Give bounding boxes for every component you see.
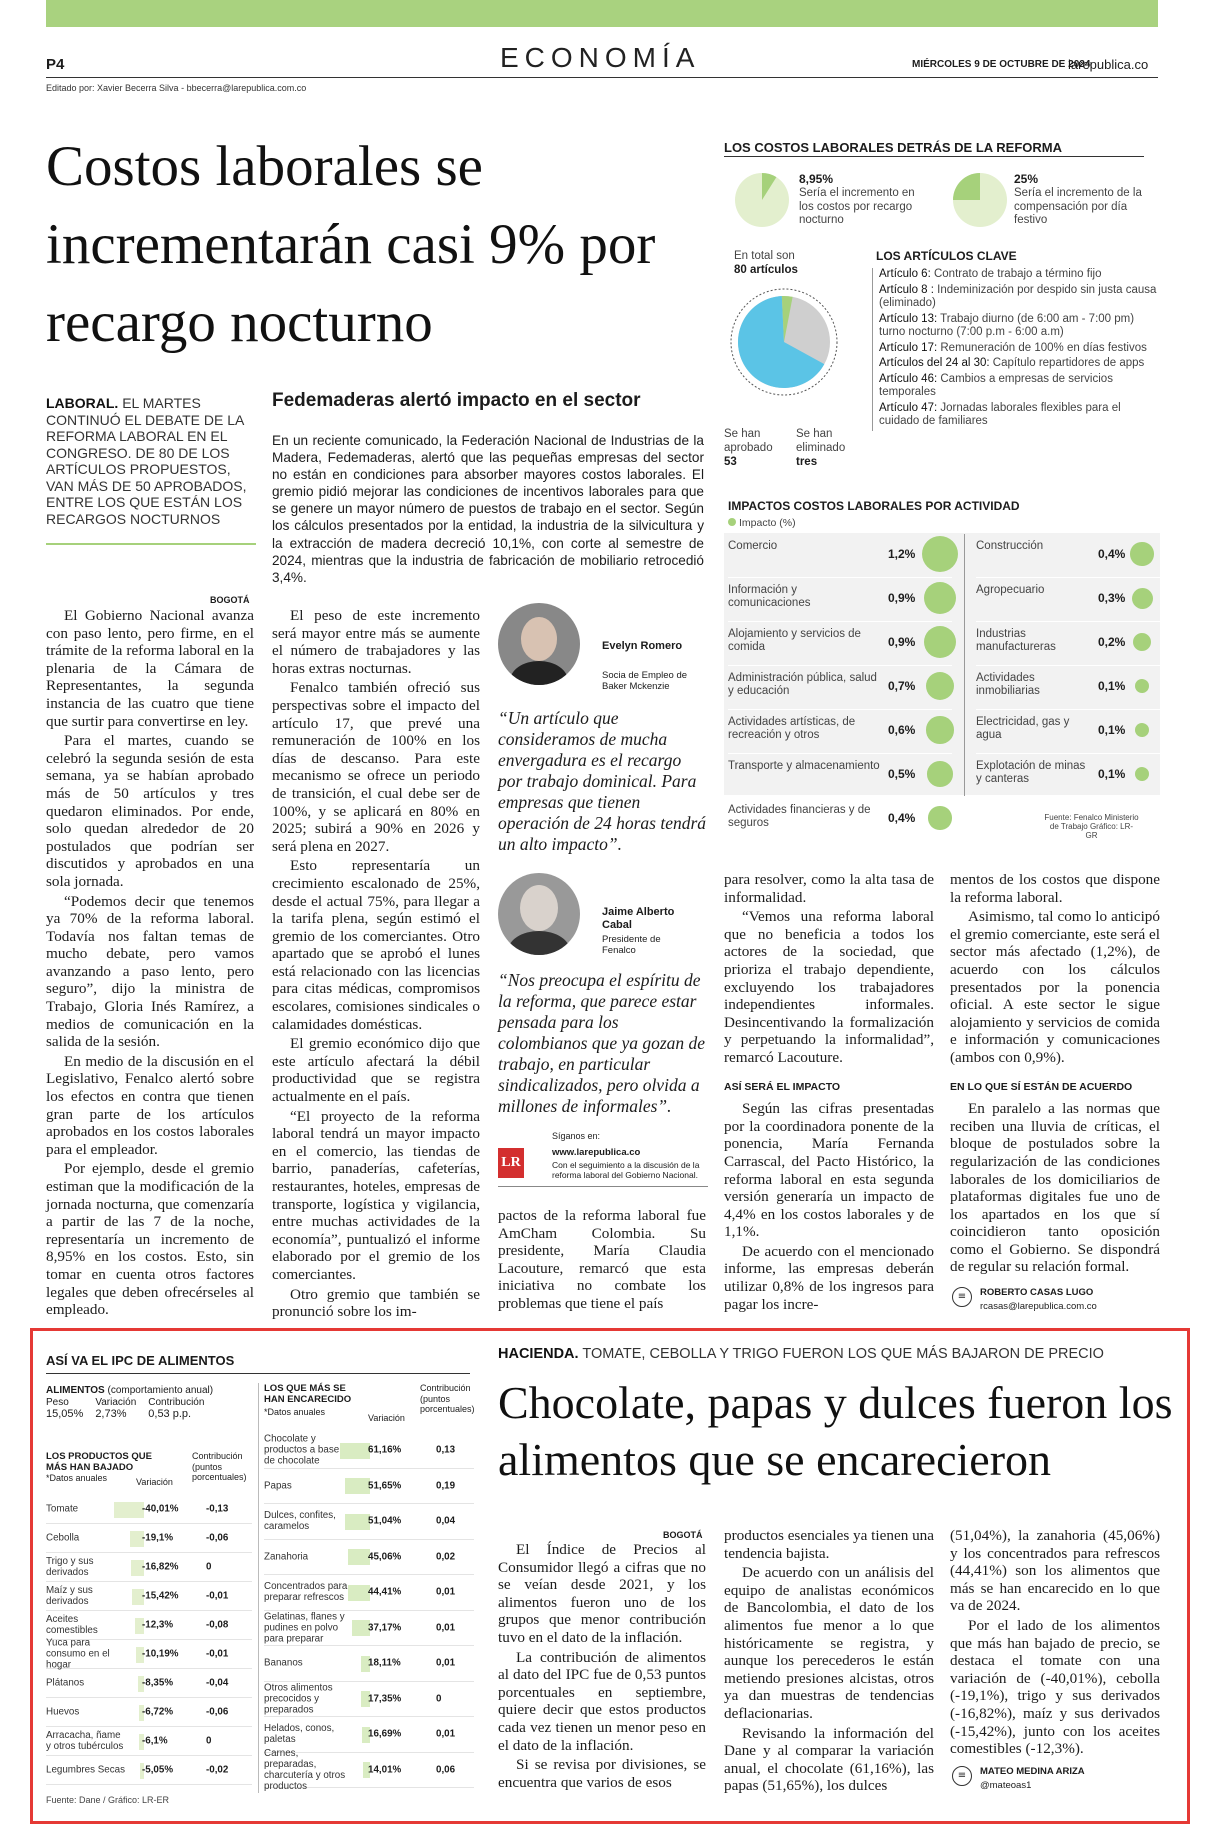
impact-dot (924, 626, 956, 658)
body-column-1 (46, 607, 254, 1321)
paragraph: En medio de la discusión en el Legislativo, Fenalco alertó sobre los efectos en contra que tienen gran parte de los artículos aprobados en los costos laborales para el empleador. (46, 1052, 254, 1158)
impact-row (728, 710, 952, 754)
contribution-value: 0 (206, 1561, 212, 1573)
contribution-value: -0,08 (206, 1619, 229, 1631)
infographic-impactos (724, 496, 1160, 846)
impact-dot (1135, 767, 1150, 782)
table-row (264, 1504, 474, 1540)
table-row (46, 1669, 252, 1698)
down-title: LOS PRODUCTOS QUE MÁS HAN BAJADO (46, 1451, 152, 1473)
email-icon: ≡ (952, 1287, 972, 1307)
product-name: Legumbres Secas (46, 1764, 125, 1776)
article-key: Artículo 6: (879, 268, 931, 280)
contribution-value: 0,01 (436, 1622, 456, 1634)
product-name: Arracacha, ñame y otros tubérculos (46, 1730, 124, 1752)
paragraph: pactos de la reforma laboral fue AmCham Colombia. Su presidente, María Claudia Lacouture, remarcó que esta iniciativa no combate los problemas que tiene el país (498, 1207, 706, 1312)
impact-label: Administración pública, salud y educación (728, 672, 877, 697)
lead-underline (46, 543, 256, 545)
variation-value: -19,1% (142, 1532, 174, 1544)
variation-value: 18,11% (368, 1657, 401, 1669)
impact-row (976, 710, 1160, 754)
variation-bar (348, 1549, 370, 1565)
peso-label: Peso (46, 1397, 69, 1408)
variation-value: 17,35% (368, 1693, 402, 1705)
paragraph: Para el martes, cuando se celebró la segunda sesión de esta semana, ya se habían aprobado más de 50 artículos y tres quedaron eliminados. Por ende, solo quedan alrededor de 20 postulados que podrían ser discutidos y aprobados en una sola jornada. (46, 732, 254, 890)
paragraph: Por ejemplo, desde el gremio estiman que la modificación de la jornada nocturna, que comenzaría a partir de las 7 de la noche, representaría un incremento de 8,95% en los costos. Esto, sin tomar en cuenta otros factores legales que deben ofrecérseles al empleado. (46, 1160, 254, 1319)
section-title: ECONOMÍA (500, 42, 701, 73)
impact-row (976, 578, 1160, 622)
header-rule (46, 77, 1158, 78)
sidebar-title: Fedemaderas alertó impacto en el sector (272, 390, 641, 411)
impact-label: Información y comunicaciones (728, 584, 811, 609)
summary-sub: (comportamiento anual) (107, 1385, 214, 1396)
variation-value: -10,19% (142, 1648, 179, 1660)
follow-text: Con el seguimiento a la discusión de la reforma laboral del Gobierno Nacional. (552, 1160, 700, 1180)
peso-value: 15,05% (46, 1408, 84, 1420)
stat2-label: Sería el incremento de la compensación por día festivo (1014, 187, 1142, 226)
impact-row (728, 666, 952, 710)
story2-column-1 (498, 1541, 706, 1793)
col-contrib: Contribución (puntos porcentuales) (192, 1451, 247, 1482)
lead-text: EL MARTES CONTINUÓ EL DEBATE DE LA REFORMA LABORAL EN EL CONGRESO. DE 80 DE LOS ARTÍCULOS PROPUESTOS, VAN MÁS DE 50 APROBADOS, ENTRE LOS QUE ESTÁN LOS RECARGOS NOCTURNOS (46, 395, 247, 527)
paragraph: El gremio económico dijo que este artículo afectará la débil productividad que se registra actualmente en el país. (272, 1035, 480, 1106)
contribution-value: -0,06 (206, 1706, 229, 1718)
byline-email[interactable]: rcasas@larepublica.com.co (980, 1301, 1097, 1312)
story2-deck-text: TOMATE, CEBOLLA Y TRIGO FUERON LOS QUE MÁS BAJARON DE PRECIO (582, 1346, 1104, 1362)
sidebar-body: En un reciente comunicado, la Federación Nacional de Industrias de la Madera, Fedemaderas, alertó que las pequeñas empresas del sector no están en condiciones para absorber mayores costos laborales. El gremio pidió mejorar las condiciones de incentivos laborales para que se genere un mayor número de puestos de trabajo en el sector. Según los cálculos presentados por la entidad, la industria de la silvicultura y la extracción de madera decreció 10,1%, con corte al semestre de 2024, mientras que la industria de fabricación de mobiliario retrocedió 3,4%. (272, 433, 704, 585)
paragraph: El Índice de Precios al Consumidor llegó a cifras que no se veían desde 2021, y los alimentos fueron uno de los grupos que menor contribución tuvo en el dato de la inflación. (498, 1541, 706, 1646)
total-value: 80 artículos (734, 264, 798, 276)
editor-line: Editado por: Xavier Becerra Silva - bbecerra@larepublica.com.co (46, 83, 307, 93)
impact-dot (926, 716, 953, 743)
impact-label: Transporte y almacenamiento (728, 760, 880, 772)
paragraph: “Podemos decir que tenemos ya 70% de la reforma laboral. Todavía nos faltan temas de mucho debate, pero vamos avanzando a paso lento, pero seguro”, dijo la ministra de Trabajo, Gloria Inés Ramírez, a medios de comunicación en la salida de la sesión. (46, 892, 254, 1051)
contrib-label: Contribución (148, 1397, 205, 1408)
article-desc: Contrato de trabajo a término fijo (933, 268, 1102, 280)
var-value: 2,73% (95, 1408, 127, 1420)
product-name: Aceites comestibles (46, 1614, 98, 1636)
impact-label: Agropecuario (976, 584, 1045, 596)
up-table-header (264, 1383, 475, 1423)
legend-label: Impacto (%) (739, 517, 796, 529)
impact-row (976, 622, 1160, 666)
stat1-value: 8,95% (799, 172, 834, 186)
variation-value: -6,72% (142, 1706, 174, 1718)
follow-url[interactable]: www.larepublica.co (552, 1147, 641, 1158)
impact-dot (1130, 542, 1153, 565)
impact-value: 0,4% (888, 811, 916, 825)
paragraph: para resolver, como la alta tasa de informalidad. (724, 871, 934, 906)
body-column-2 (272, 607, 480, 1323)
ipc-title: ASÍ VA EL IPC DE ALIMENTOS (46, 1353, 235, 1368)
paragraph: Según las cifras presentadas por la coordinadora ponente de la ponencia, María Fernanda Carrascal, del Pacto Histórico, la reforma laboral en esta segunda versión generaría un impacto de 4,4% en los costos laborales y de 1,1%. (724, 1100, 934, 1241)
impact-dot (1135, 679, 1150, 694)
product-name: Otros alimentos precocidos y preparados (264, 1682, 333, 1716)
contribution-value: 0,01 (436, 1586, 456, 1598)
up-col-var: Variación (368, 1413, 405, 1423)
paragraph: productos esenciales ya tienen una tendencia bajista. (724, 1527, 935, 1562)
contribution-value: -0,01 (206, 1590, 229, 1602)
impact-label: Construcción (976, 540, 1044, 552)
article-key: Artículos del 24 al 30: (879, 357, 990, 369)
table-row (46, 1727, 252, 1756)
main-headline: Costos laborales se incrementarán casi 9% por recargo nocturno (46, 135, 656, 354)
variation-value: -6,1% (142, 1735, 168, 1747)
paragraph: Por el lado de los alimentos que más han bajado de precio, se destaca el tomate con una variación de (-40,01%), cebolla (-19,1%), trigo y sus derivados (-16,82%), maíz y sus derivados (-15,42%), junto con los aceites comestibles (-12,3%). (950, 1616, 1160, 1758)
stat1-pie (734, 172, 790, 228)
impact-title: IMPACTOS COSTOS LABORALES POR ACTIVIDAD (728, 499, 1020, 513)
variation-value: 44,41% (368, 1586, 402, 1598)
article-item (879, 268, 1157, 282)
infographic-costos (724, 126, 1160, 496)
product-name: Bananos (264, 1657, 303, 1669)
contribution-value: -0,13 (206, 1503, 229, 1515)
article-key: Artículo 8 : (879, 283, 934, 296)
impact-row (976, 666, 1160, 710)
product-name: Dulces, confites, caramelos (264, 1510, 336, 1533)
story2-column-2 (724, 1527, 934, 1797)
impact-dot (922, 536, 958, 572)
body-column-5 (950, 871, 1160, 1278)
variation-value: 14,01% (368, 1764, 402, 1776)
impact-label: Explotación de minas y canteras (976, 760, 1086, 785)
stat1-label: Sería el incremento en los costos por recargo nocturno (799, 187, 915, 226)
product-name: Concentrados para preparar refrescos (264, 1581, 348, 1604)
table-row (264, 1682, 474, 1718)
subhead: EN LO QUE SÍ ESTÁN DE ACUERDO (950, 1080, 1133, 1093)
article-item (879, 342, 1157, 356)
table-row (264, 1575, 474, 1611)
article-item (879, 373, 1157, 400)
impact-value: 1,2% (888, 547, 916, 561)
table-row (46, 1756, 252, 1785)
paragraph: “El proyecto de la reforma laboral tendrá un mayor impacto en el comercio, las tiendas de barrio, panaderías, cafeterías, restaurantes, hoteles, empresas de transporte, logística y vigilancia, entre muchas actividades de la economía”, puntualizó el informe elaborado por el gremio de los comerciantes. (272, 1107, 480, 1283)
impact-dot (928, 806, 951, 829)
ipc-rule (46, 1373, 470, 1374)
table-divider (258, 1383, 259, 1793)
impact-label: Actividades artísticas, de recreación y otros (728, 716, 856, 741)
impact-row (976, 534, 1160, 578)
product-name: Huevos (46, 1706, 80, 1718)
contribution-value: 0 (206, 1735, 212, 1747)
quote2-name: Jaime Alberto Cabal (602, 906, 675, 931)
product-name: Zanahoria (264, 1551, 309, 1563)
story2-column-3 (950, 1527, 1160, 1760)
down-table-header (46, 1451, 252, 1487)
variation-value: -12,3% (142, 1619, 174, 1631)
article-desc: Jornadas laborales flexibles para el cuidado de familiares (879, 401, 1121, 427)
articles-pie (730, 288, 838, 396)
impact-label: Actividades financieras y de seguros (728, 804, 871, 829)
impact-value: 0,7% (888, 679, 916, 693)
impact-value: 0,5% (888, 767, 916, 781)
impact-row (728, 534, 952, 578)
paragraph: El peso de este incremento será mayor entre más se aumente el número de trabajadores y las horas extras nocturnas. (272, 607, 480, 677)
dateline: BOGOTÁ (210, 595, 250, 605)
down-sub: *Datos anuales (46, 1473, 108, 1483)
impact-value: 0,2% (1098, 635, 1126, 649)
down-table (46, 1495, 252, 1785)
stat2-value: 25% (1014, 172, 1039, 186)
quote2-text: “Nos preocupa el espíritu de la reforma, que parece estar pensada para los colombianos que ya gozan de trabajo, en particular sindicalizados, pero olvida a millones de informales”. (498, 970, 706, 1116)
avatar (498, 873, 580, 955)
product-name: Trigo y sus derivados (46, 1556, 94, 1578)
impact-value: 0,3% (1098, 591, 1126, 605)
table-row (46, 1553, 252, 1582)
quote1-text: “Un artículo que consideramos de mucha envergadura es el recargo por trabajo dominical. Para empresas que tienen operación de 24 horas tendrá un alto impacto”. (498, 708, 707, 854)
variation-value: 51,04% (368, 1515, 402, 1527)
contribution-value: 0 (436, 1693, 442, 1705)
paragraph: (51,04%), la zanahoria (45,06%) y los concentrados para refrescos (44,41%) son los alimentos que más se han encarecido en lo que va de 2024. (950, 1527, 1160, 1615)
contribution-value: -0,06 (206, 1532, 229, 1544)
impact-dot (1133, 633, 1151, 651)
col-var: Variación (136, 1477, 173, 1487)
variation-value: -8,35% (142, 1677, 174, 1689)
story2-kicker: HACIENDA. (498, 1346, 579, 1362)
table-row (46, 1611, 252, 1640)
body-column-4 (724, 871, 934, 1315)
article-key: Artículo 47: (879, 401, 938, 414)
ipc-source: Fuente: Dane / Gráfico: LR-ER (46, 1795, 170, 1805)
contribution-value: 0,01 (436, 1728, 456, 1740)
impact-value: 0,1% (1098, 767, 1126, 781)
impact-source: Fuente: Fenalco Ministerio de Trabajo Gráfico: LR-GR (1044, 813, 1139, 840)
impact-value: 0,4% (1098, 547, 1126, 561)
up-title: LOS QUE MÁS SE HAN ENCARECIDO (264, 1383, 352, 1405)
article-item (879, 284, 1157, 311)
impact-value: 0,6% (888, 723, 916, 737)
paragraph: Fenalco también ofreció sus perspectivas sobre el impacto del artículo 17, que prevé una remuneración de 100% en los días de descanso. Para este mecanismo se ofrece un periodo de transición, el cual debe ser de 100%, y se aplicará en 80% en 2025; subirá a 90% en 2026 y será plena en 2027. (272, 679, 480, 855)
article-item (879, 357, 1157, 371)
story2-deck (498, 1346, 1104, 1362)
impact-value: 0,1% (1098, 679, 1126, 693)
up-table (264, 1433, 474, 1792)
article-desc: Indeminización por despido sin justa causa (eliminado) (879, 283, 1157, 309)
variation-value: -40,01% (142, 1503, 179, 1515)
paragraph: “Vemos una reforma laboral que no beneficia a todos los actores de la sociedad, que prioriza el trabajo dependiente, excluyendo los trabajadores independientes informales. Desincentivando la formalización y perpetuando la informalidad”, remarcó Lacouture. (724, 908, 934, 1066)
lr-logo-icon: LR (498, 1148, 524, 1178)
story2-dateline: BOGOTÁ (663, 1530, 703, 1540)
impact-value: 0,1% (1098, 723, 1126, 737)
table-row (46, 1698, 252, 1727)
page-number: P4 (46, 56, 65, 73)
story2-byline-email[interactable]: @mateoas1 (980, 1780, 1032, 1791)
impact-row (728, 578, 952, 622)
table-row (46, 1495, 252, 1524)
paragraph: De acuerdo con un análisis del equipo de analistas económicos de Bancolombia, el dato de los alimentos fue menor a lo que históricamente se registra, y aunque los perecederos le están metiendo presiones alcistas, otros ya dan muestras de tendencias deflacionarias. (724, 1564, 934, 1722)
paragraph: En paralelo a las normas que reciben una lluvia de críticas, el bloque de postulados sobre la regularización de las condiciones laborales de los domiciliarios de plataformas digitales fue uno de los apartados en los que sí coincidieron tanto oposición como el Gobierno. Se dispondrá de regular su relación formal. (950, 1100, 1160, 1276)
header-date: MIÉRCOLES 9 DE OCTUBRE DE 2024 (912, 59, 1091, 70)
table-row (264, 1540, 474, 1576)
article-desc: Cambios a empresas de servicios temporales (879, 372, 1113, 398)
impact-left (728, 534, 952, 842)
stat2-pie (952, 172, 1008, 228)
articles-list (872, 268, 1157, 431)
variation-value: 16,69% (368, 1728, 402, 1740)
impact-dot (1132, 588, 1153, 609)
follow-label: Síganos en: (552, 1131, 601, 1141)
impact-value: 0,9% (888, 635, 916, 649)
var-label: Variación (95, 1397, 137, 1408)
impact-dot (1135, 723, 1150, 738)
product-name: Maíz y sus derivados (46, 1585, 93, 1607)
subhead: ASÍ SERÁ EL IMPACTO (724, 1080, 841, 1093)
product-name: Helados, conos, paletas (264, 1723, 335, 1746)
articles-title: LOS ARTÍCULOS CLAVE (876, 249, 1017, 263)
impact-label: Actividades inmobiliarias (976, 672, 1040, 697)
ipc-summary (46, 1385, 246, 1420)
article-desc: Remuneración de 100% en días festivos (940, 341, 1147, 354)
impact-label: Electricidad, gas y agua (976, 716, 1070, 741)
body-column-3 (498, 1207, 706, 1315)
impact-label: Industrias manufactureras (976, 628, 1056, 653)
product-name: Plátanos (46, 1677, 85, 1689)
product-name: Carnes, preparadas, charcutería y otros productos (264, 1747, 346, 1792)
article-key: Artículo 17: (879, 341, 938, 354)
paragraph: Asimismo, tal como lo anticipó el gremio comerciante, este será el sector más afectado (1,2%), de acuerdo con los cálculos presentados por la ponencia oficial. A este sector le sigue alojamiento y servicios de comida e información y comunicaciones (ambos con 0,9%). (950, 908, 1160, 1066)
approved-label: Se han aprobado (724, 428, 773, 454)
impact-row (728, 798, 952, 842)
lead-kicker: LABORAL. (46, 395, 119, 411)
contribution-value: -0,04 (206, 1677, 229, 1689)
table-row (264, 1469, 474, 1505)
table-row (46, 1524, 252, 1553)
impact-value: 0,9% (888, 591, 916, 605)
article-item (879, 402, 1157, 429)
article-key: Artículo 46: (879, 372, 938, 385)
quote1-name: Evelyn Romero (602, 640, 683, 652)
up-col-contrib: Contribución (puntos porcentuales) (420, 1383, 475, 1414)
table-row (46, 1637, 252, 1671)
header-site[interactable]: larepublica.co (1068, 57, 1149, 72)
paragraph: Revisando la información del Dane y al comparar la variación anual, el chocolate (61,16%), las papas (51,65%), los dulces (724, 1724, 934, 1795)
paragraph: El Gobierno Nacional avanza con paso lento, pero firme, en el trámite de la reforma laboral en la plenaria de la Cámara de Representantes, la segunda instancia de las cuatro que tiene que surtir para convertirse en ley. (46, 607, 254, 730)
table-row (264, 1747, 474, 1792)
lead-block (46, 395, 256, 527)
quote1-role: Socia de Empleo de Baker Mckenzie (602, 670, 688, 692)
legend-dot (728, 518, 736, 526)
article-key: Artículo 13: (879, 312, 938, 325)
product-name: Gelatinas, flanes y pudines en polvo para preparar (264, 1611, 345, 1645)
email-icon: ≡ (952, 1766, 972, 1786)
contribution-value: -0,02 (206, 1764, 229, 1776)
variation-value: 61,16% (368, 1444, 402, 1456)
eliminated-value: tres (796, 456, 818, 468)
impact-dot (927, 761, 952, 786)
table-row (264, 1611, 474, 1647)
contrib-value: 0,53 p.p. (148, 1408, 192, 1420)
follow-rule (498, 1186, 708, 1187)
product-name: Cebolla (46, 1532, 80, 1544)
contribution-value: 0,06 (436, 1764, 456, 1776)
variation-value: 37,17% (368, 1622, 402, 1634)
contribution-value: 0,19 (436, 1480, 456, 1492)
table-row (46, 1582, 252, 1611)
contribution-value: 0,01 (436, 1657, 456, 1669)
approved-value: 53 (724, 456, 737, 468)
impact-row (976, 754, 1160, 798)
variation-value: -16,82% (142, 1561, 179, 1573)
table-row (264, 1433, 474, 1469)
impact-row (728, 622, 952, 666)
impact-dot (924, 582, 956, 614)
paragraph: mentos de los costos que dispone la reforma laboral. (950, 871, 1160, 906)
top-green-bar (46, 0, 1158, 27)
info-title: LOS COSTOS LABORALES DETRÁS DE LA REFORMA (724, 140, 1063, 155)
impact-label: Comercio (728, 540, 778, 552)
variation-value: 51,65% (368, 1480, 402, 1492)
paragraph: De acuerdo con el mencionado informe, las empresas deberán utilizar 0,8% de los ingresos para pagar los incre- (724, 1242, 934, 1313)
eliminated-label: Se han eliminado (796, 428, 846, 454)
product-name: Chocolate y productos a base de chocolate (264, 1433, 340, 1467)
contribution-value: 0,02 (436, 1551, 456, 1563)
variation-value: 45,06% (368, 1551, 402, 1563)
variation-value: -5,05% (142, 1764, 174, 1776)
variation-bar (348, 1585, 370, 1601)
total-label: En total son (734, 250, 795, 262)
paragraph: Otro gremio que también se pronunció sobre los im- (272, 1285, 480, 1321)
table-row (264, 1646, 474, 1682)
impact-label: Alojamiento y servicios de comida (728, 628, 861, 653)
paragraph: Si se revisa por divisiones, se encuentra que varios de esos (498, 1756, 706, 1791)
story2-headline: Chocolate, papas y dulces fueron los alimentos que se encarecieron (498, 1377, 1173, 1485)
story2-byline-name: MATEO MEDINA ARIZA (980, 1766, 1085, 1777)
article-desc: Capítulo repartidores de apps (992, 357, 1145, 369)
contribution-value: 0,13 (436, 1444, 456, 1456)
summary-title: ALIMENTOS (46, 1385, 105, 1396)
impact-row (728, 754, 952, 798)
paragraph: La contribución de alimentos al dato del IPC fue de 0,53 puntos porcentuales en septiembre, quiere decir que estos productos cada vez tienen un menor peso en el dato de la inflación. (498, 1648, 706, 1754)
contribution-value: 0,04 (436, 1515, 456, 1527)
contribution-value: -0,01 (206, 1648, 229, 1660)
quote2-role: Presidente de Fenalco (602, 934, 661, 956)
paragraph: Esto representaría un crecimiento escalonado de 25%, desde el actual 75%, para llegar a la tarifa plena, según estimó el gremio de los comerciantes. Otro apartado que se aprobó el lunes está relacionado con las licencias para citas médicas, compromisos escolares, comisiones sindicales o calamidades domésticas. (272, 857, 480, 1033)
article-desc: Trabajo diurno (de 6:00 am - 7:00 pm) turno nocturno (7:00 p.m - 6:00 a.m) (879, 312, 1135, 338)
product-name: Tomate (46, 1503, 79, 1515)
up-sub: *Datos anuales (264, 1407, 326, 1417)
variation-value: -15,42% (142, 1590, 179, 1602)
byline-name: ROBERTO CASAS LUGO (980, 1287, 1094, 1298)
product-name: Yuca para consumo en el hogar (46, 1637, 110, 1671)
product-name: Papas (264, 1480, 292, 1492)
impact-dot (926, 672, 955, 701)
impact-right (976, 534, 1160, 798)
article-item (879, 313, 1157, 340)
avatar (498, 603, 580, 685)
